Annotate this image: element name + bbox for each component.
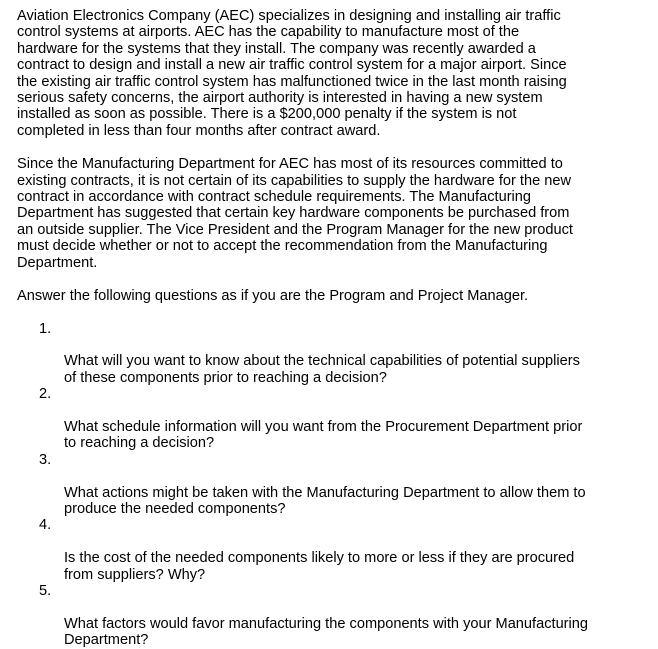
question-item (17, 321, 647, 387)
question-text: What factors would favor manufacturing the components with your Manufacturing Department? (64, 615, 589, 649)
question-item (17, 452, 647, 518)
question-text: What actions might be taken with the Manufacturing Department to allow them to produce the needed components? (64, 484, 586, 517)
question-item (17, 517, 647, 583)
question-number: 3. (39, 451, 52, 468)
question-number: 2. (39, 386, 52, 403)
question-number: 1. (39, 320, 52, 337)
question-item (17, 386, 647, 452)
paragraph-manufacturing-situation: Since the Manufacturing Department for AEC has most of its resources committed to existing contracts, it is not certain of its capabilities to supply the hardware for the new contract in accordance with contract schedule requirements. The Manufacturing Department has suggested that certain key hardware components be purchased from an outside supplier. The Vice President and the Program Manager for the new product must decide whether or not to accept the recommendation from the Manufacturing Department. (17, 156, 573, 271)
question-text: What schedule information will you want from the Procurement Department prior to reaching a decision? (64, 418, 583, 452)
question-list (17, 321, 647, 649)
question-text: Is the cost of the needed components likely to more or less if they are procured from suppliers? Why? (64, 550, 575, 583)
paragraph-company-background: Aviation Electronics Company (AEC) specializes in designing and installing air traffic control systems at airports. AEC has the capability to manufacture most of the hardware for the systems that they install. The company was recently awarded a contract to design and install a new air traffic control system for a major airport. Since the existing air traffic control system has malfunctioned twice in the last month raising serious safety concerns, the airport authority is interested in having a new system installed as soon as possible. There is a $200,000 penalty if the system is not completed in less than four months after contract award. (17, 8, 567, 139)
question-number: 5. (39, 583, 52, 599)
document-body (17, 8, 647, 649)
paragraph-instructions: Answer the following questions as if you are the Program and Project Manager. (17, 288, 529, 305)
question-number: 4. (39, 517, 52, 534)
question-item (17, 583, 647, 649)
question-text: What will you want to know about the technical capabilities of potential suppliers of these components prior to reaching a decision? (64, 353, 580, 386)
